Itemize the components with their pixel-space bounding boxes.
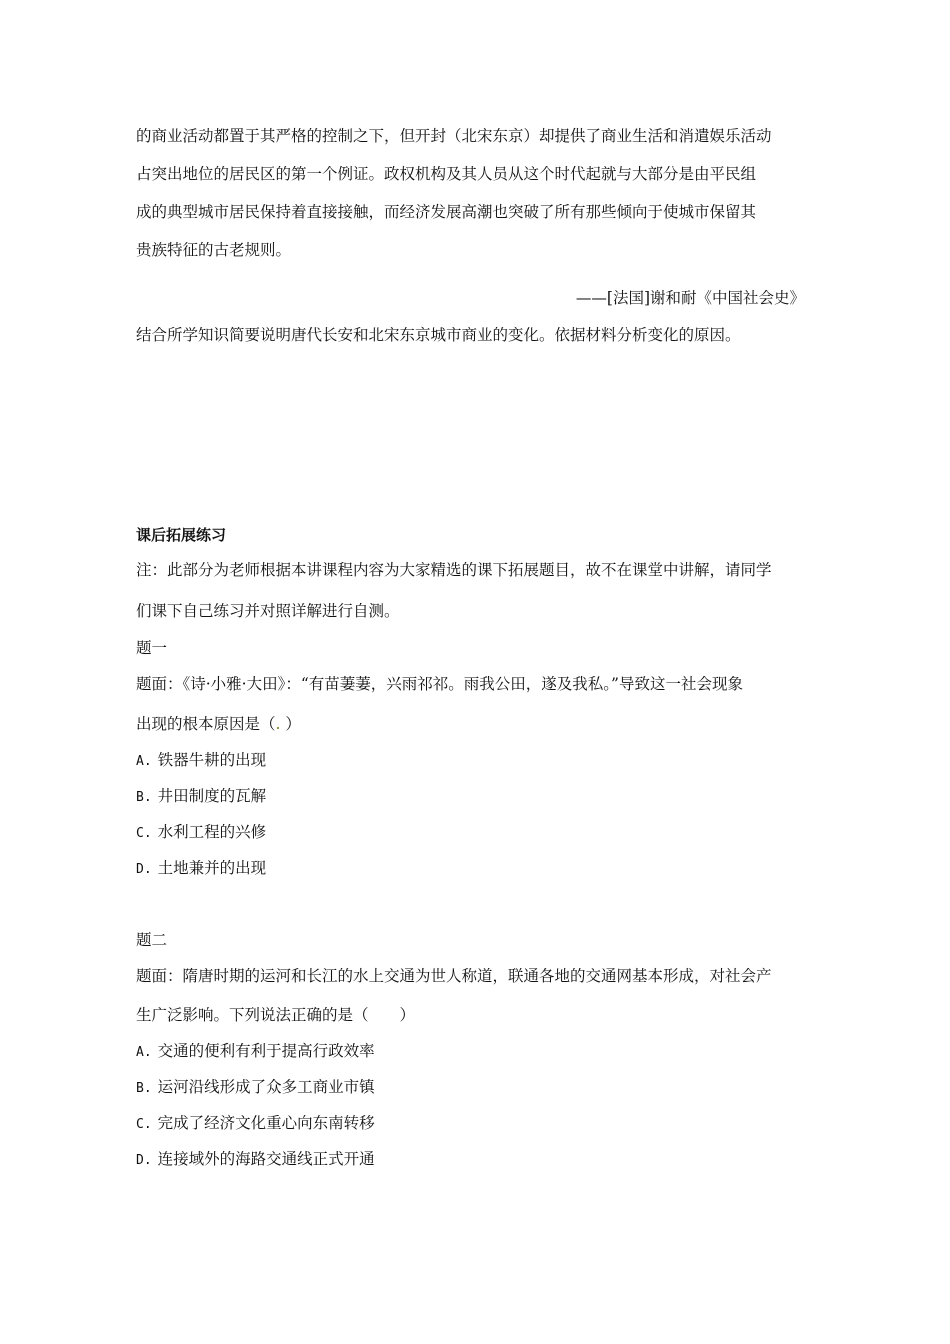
q2-stem: 题面：隋唐时期的运河和长江的水上交通为世人称道，联通各地的交通网基本形成，对社会产: [136, 967, 772, 985]
q1-stem: 题面：《诗·小雅·大田》：“有苗萋萋，兴雨祁祁。雨我公田，遂及我私。”导致这一社会现象: [136, 675, 743, 693]
q1-answer-mark: .: [275, 715, 281, 733]
q1-option[interactable]: C. 水利工程的兴修: [136, 823, 267, 841]
q1-stem-line2: [136, 714, 301, 734]
passage-question: 结合所学知识简要说明唐代长安和北宋东京城市商业的变化。依据材料分析变化的原因。: [136, 326, 741, 344]
q2-stem: 生广泛影响。下列说法正确的是（ ）: [136, 1006, 416, 1024]
q2-option[interactable]: A. 交通的便利有利于提高行政效率: [136, 1042, 375, 1060]
q2-option[interactable]: D. 连接域外的海路交通线正式开通: [136, 1150, 375, 1168]
section-note: 注：此部分为老师根据本讲课程内容为大家精选的课下拓展题目，故不在课堂中讲解，请同学: [136, 561, 772, 579]
q1-stem-end: ）: [285, 715, 301, 733]
q1-option[interactable]: D. 土地兼并的出现: [136, 859, 267, 877]
section-note: 们课下自己练习并对照详解进行自测。: [136, 602, 400, 620]
passage-line: 占突出地位的居民区的第一个例证。政权机构及其人员从这个时代起就与大部分是由平民组: [136, 165, 757, 183]
q1-title: 题一: [136, 639, 168, 657]
passage-citation: ——[法国]谢和耐《中国社会史》: [575, 289, 805, 307]
section-heading: 课后拓展练习: [136, 526, 227, 544]
passage-line: 的商业活动都置于其严格的控制之下，但开封（北宋东京）却提供了商业生活和消遣娱乐活动: [136, 127, 772, 145]
passage-line: 成的典型城市居民保持着直接接触，而经济发展高潮也突破了所有那些倾向于使城市保留其: [136, 203, 757, 221]
q1-option[interactable]: B. 井田制度的瓦解: [136, 787, 267, 805]
q2-title: 题二: [136, 931, 168, 949]
q2-option[interactable]: C. 完成了经济文化重心向东南转移: [136, 1114, 375, 1132]
q1-stem-text: 出现的根本原因是（: [136, 715, 276, 733]
q1-option[interactable]: A. 铁器牛耕的出现: [136, 751, 267, 769]
q2-option[interactable]: B. 运河沿线形成了众多工商业市镇: [136, 1078, 375, 1096]
passage-line: 贵族特征的古老规则。: [136, 241, 292, 259]
